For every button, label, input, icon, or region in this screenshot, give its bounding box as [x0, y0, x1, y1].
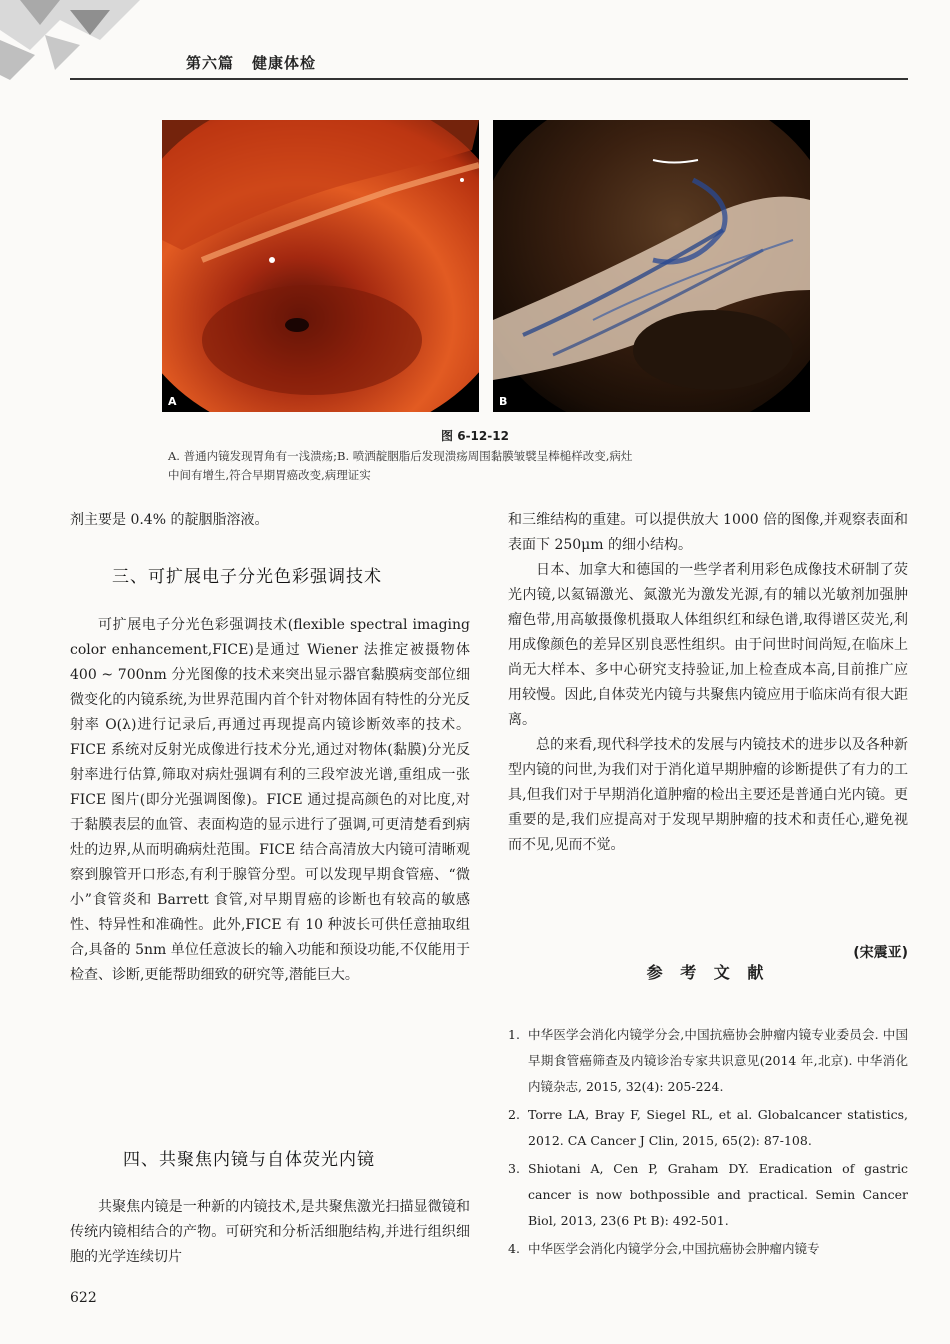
section-4-title: 四、共聚焦内镜与自体荧光内镜	[123, 1150, 375, 1170]
caption-line-2: 中间有增生,符合早期胃癌改变,病理证实	[168, 468, 371, 482]
right-body	[508, 508, 908, 858]
figure-title: 图 6-12-12	[441, 429, 509, 443]
section-3-title: 三、可扩展电子分光色彩强调技术	[112, 567, 382, 587]
part-title: 健康体检	[252, 54, 317, 72]
section-4-paragraph: 共聚焦内镜是一种新的内镜技术,是共聚焦激光扫描显微镜和传统内镜相结合的产物。可研究和分析活细胞结构,并进行组织细胞的光学连续切片	[70, 1199, 470, 1265]
author-signature: (宋震亚)	[853, 945, 908, 961]
reference-item: 4. 中华医学会消化内镜学分会,中国抗癌协会肿瘤内镜专	[508, 1241, 820, 1256]
endoscopy-photo-b	[493, 120, 810, 412]
right-carryover: 和三维结构的重建。可以提供放大 1000 倍的图像,并观察表面和表面下 250μm 的细小结构。	[508, 512, 908, 553]
corner-ornament	[0, 0, 200, 90]
figure-caption	[168, 447, 808, 485]
reference-list	[508, 1022, 908, 1264]
photo-b-label: B	[499, 395, 508, 408]
left-carryover: 剂主要是 0.4% 的靛胭脂溶液。	[70, 512, 269, 528]
photo-a-label: A	[168, 395, 177, 408]
section-4-body	[70, 1195, 470, 1270]
reference-item: 3. Shiotani A, Cen P, Graham DY. Eradication of gastric cancer is now bothpossible and practical. Semin Cancer Biol, 2013, 23(6 Pt B): 492-501.	[508, 1161, 908, 1228]
header-rule	[70, 78, 908, 80]
page-number: 622	[70, 1290, 97, 1306]
endoscopy-photo-a	[162, 120, 479, 412]
part-label: 第六篇	[186, 54, 235, 72]
fluorescence-paragraph: 日本、加拿大和德国的一些学者利用彩色成像技术研制了荧光内镜,以氦镉激光、氮激光为激发光源,有的辅以光敏剂加强肿瘤色带,用高敏摄像机摄取人体组织红和绿色谱,取得谱区荧光,利用成像颜色的差异区别良恶性组织。由于问世时间尚短,在临床上尚无大样本、多中心研究支持验证,加上检查成本高,目前推广应用较慢。因此,自体荧光内镜与共聚焦内镜应用于临床尚有很大距离。	[508, 562, 908, 728]
reference-item: 1. 中华医学会消化内镜学分会,中国抗癌协会肿瘤内镜专业委员会. 中国早期食管癌筛查及内镜诊治专家共识意见(2014 年,北京). 中华消化内镜杂志, 2015, 32(4): 205-224.	[508, 1027, 908, 1094]
conclusion-paragraph: 总的来看,现代科学技术的发展与内镜技术的进步以及各种新型内镜的问世,为我们对于消化道早期肿瘤的诊断提供了有力的工具,但我们对于早期消化道肿瘤的检出主要还是普通白光内镜。更重要的是,我们应提高对于发现早期肿瘤的技术和责任心,避免视而不见,见而不觉。	[508, 737, 908, 853]
reference-item: 2. Torre LA, Bray F, Siegel RL, et al. Globalcancer statistics, 2012. CA Cancer J Clin, 2015, 65(2): 87-108.	[508, 1107, 908, 1148]
section-3-body	[70, 613, 470, 988]
caption-line-1: A. 普通内镜发现胃角有一浅溃疡;B. 喷洒靛胭脂后发现溃疡周围黏膜皱襞呈棒槌样改变,病灶	[168, 449, 633, 463]
section-3-paragraph: 可扩展电子分光色彩强调技术(flexible spectral imaging color enhancement,FICE)是通过 Wiener 法推定被摄物体 400 ~ 700nm 分光图像的技术来突出显示器官黏膜病变部位细微变化的内镜系统,为世界范围内首个针对物体固有特性的分光反射率 O(λ)进行记录后,再通过再现提高内镜诊断效率的技术。FICE 系统对反射光成像进行技术分光,通过对物体(黏膜)分光反射率进行估算,筛取对病灶强调有利的三段窄波光谱,重组成一张 FICE 图片(即分光强调图像)。FICE 通过提高颜色的对比度,对于黏膜表层的血管、表面构造的显示进行了强调,可更清楚看到病灶的边界,从而明确病灶范围。FICE 结合高清放大内镜可清晰观察到腺管开口形态,有利于腺管分型。可以发现早期食管癌、“微小”食管炎和 Barrett 食管,对早期胃癌的诊断也有较高的敏感性、特异性和准确性。此外,FICE 有 10 种波长可供任意抽取组合,具备的 5nm 单位任意波长的输入功能和预设功能,不仅能用于检查、诊断,更能帮助细致的研究等,潜能巨大。	[70, 617, 470, 983]
running-header	[186, 52, 316, 73]
references-title: 参 考 文 献	[646, 963, 770, 982]
